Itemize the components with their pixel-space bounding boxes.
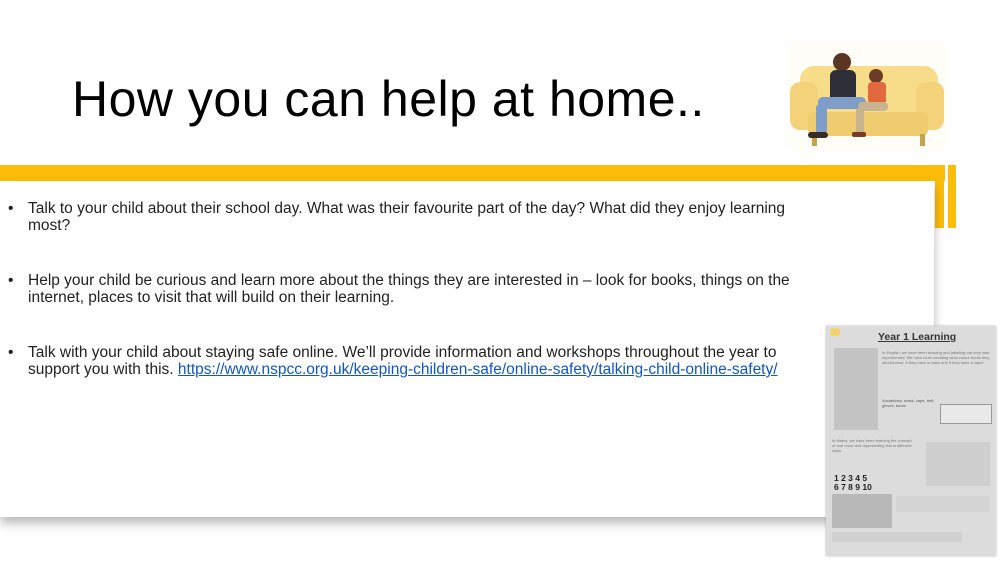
bullet-list <box>8 200 818 416</box>
poster-word-cards <box>940 404 992 424</box>
poster-footer-text <box>832 532 962 542</box>
bullet-text: Talk to your child about their school day. What was their favourite part of the day? What did they enjoy learning most? <box>28 200 786 234</box>
year1-learning-poster-photo <box>826 326 996 556</box>
bullet-text: Talk with your child about staying safe online. We’ll provide information and workshops throughout the year to support you with this. <box>28 344 777 378</box>
bullet-item <box>8 200 818 234</box>
star-sticker <box>830 328 840 336</box>
poster-english-text: In English, we have been drawing and labelling our very own superheroes! We have been deciding what colour boots they should wear, if they have a mask and if they have a cape! <box>882 350 990 365</box>
bullet-item <box>8 272 818 306</box>
bullet-text: Help your child be curious and learn more about the things they are interested in – look for books, things on the internet, places to visit that will build on their learning. <box>28 272 790 306</box>
poster-title: Year 1 Learning <box>878 331 957 343</box>
nspcc-online-safety-link[interactable]: https://www.nspcc.org.uk/keeping-children-safe/online-safety/talking-child-online-safety/ <box>177 361 778 378</box>
poster-numbers: 1 2 3 4 5 6 7 8 9 10 <box>834 473 872 492</box>
poster-worksheet-image <box>834 348 878 430</box>
bullet-item <box>8 344 818 378</box>
poster-maths-image <box>926 442 990 486</box>
accent-band <box>0 165 945 181</box>
accent-stripe <box>948 165 956 228</box>
poster-vocabulary: Vocabulary: mask, cape, belt, gloves, boots <box>882 398 935 408</box>
poster-science-text <box>896 496 990 512</box>
accent-stripe <box>935 165 944 228</box>
poster-science-image <box>832 494 892 528</box>
slide-title: How you can help at home.. <box>72 71 705 127</box>
parent-child-sofa-illustration <box>788 42 946 150</box>
poster-maths-text: In Maths, we have been learning the concept of one more and representing this in different ways. <box>832 438 912 453</box>
